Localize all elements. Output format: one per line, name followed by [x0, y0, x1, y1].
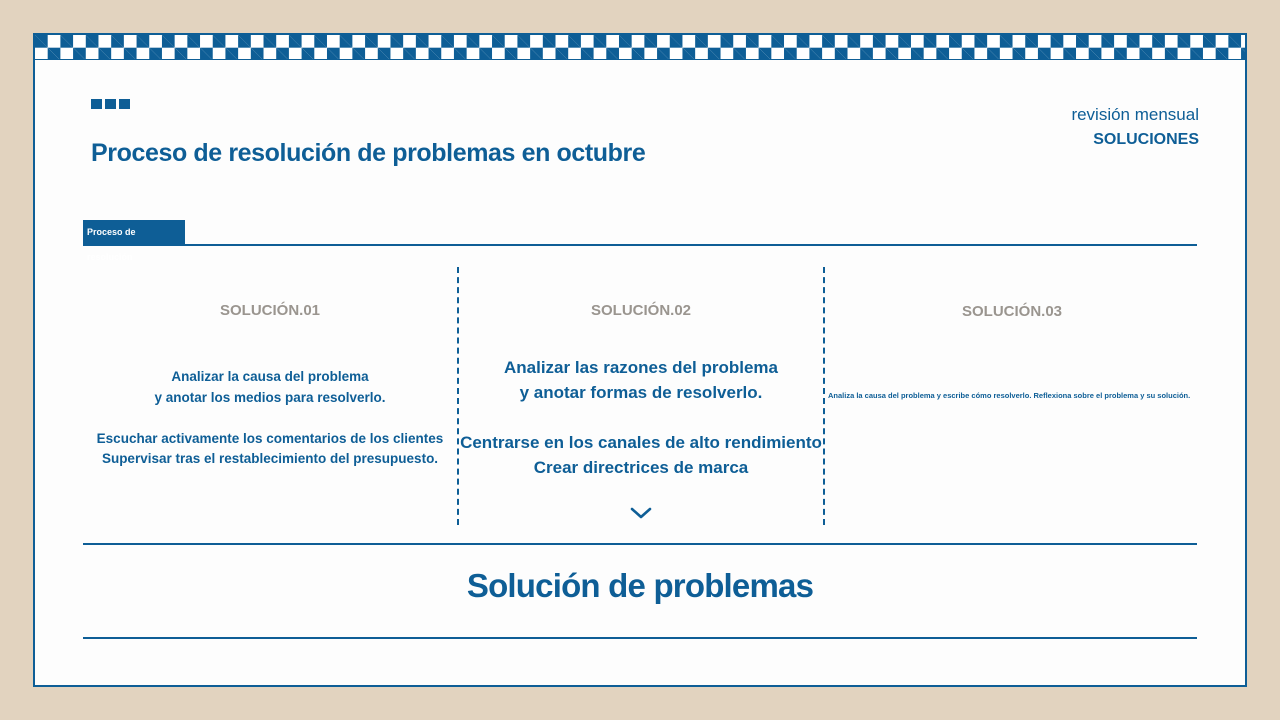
solution-line: Centrarse en los canales de alto rendimiento — [460, 433, 822, 452]
solution-body — [83, 367, 457, 470]
header-subtitle: revisión mensual — [1071, 105, 1199, 124]
solution-line: Escuchar activamente los comentarios de los clientes — [96, 430, 444, 446]
solution-heading: SOLUCIÓN.03 — [961, 303, 1063, 320]
solution-line: y anotar formas de resolverlo. — [519, 383, 763, 402]
header-meta — [1071, 105, 1199, 149]
slide-frame — [33, 33, 1247, 687]
solution-column-2 — [457, 267, 825, 525]
header-category: SOLUCIONES — [1093, 131, 1199, 148]
three-squares-icon — [91, 99, 130, 109]
solution-line: Analizar las razones del problema — [504, 358, 778, 377]
page-title: Proceso de resolución de problemas en octubre — [91, 139, 646, 167]
square-icon — [105, 99, 116, 109]
footer-title: Solución de problemas — [466, 567, 814, 604]
solution-heading: SOLUCIÓN.01 — [219, 302, 321, 319]
divider-bottom — [83, 637, 1197, 639]
solution-column-1 — [83, 267, 457, 525]
square-icon — [119, 99, 130, 109]
solution-body: Analiza la causa del problema y escribe cómo resolverlo. Reflexiona sobre el problema y su solución. — [828, 391, 1191, 400]
solution-column-3 — [825, 267, 1199, 525]
tab-underline — [83, 244, 1197, 246]
solution-line: Supervisar tras el restablecimiento del presupuesto. — [101, 451, 439, 466]
solution-body — [459, 355, 823, 480]
chevron-down-icon[interactable] — [630, 507, 652, 519]
solution-line: y anotar los medios para resolverlo. — [154, 389, 386, 405]
solution-heading: SOLUCIÓN.02 — [590, 302, 692, 319]
square-icon — [91, 99, 102, 109]
tab-proceso-de-resolucion[interactable]: Proceso de resolución — [83, 220, 185, 245]
checkerboard-underline — [35, 59, 1245, 60]
solution-line: Analizar la causa del problema — [171, 369, 369, 384]
checkerboard-banner — [35, 35, 1245, 59]
solution-line: Crear directrices de marca — [533, 458, 749, 477]
divider-top — [83, 543, 1197, 545]
